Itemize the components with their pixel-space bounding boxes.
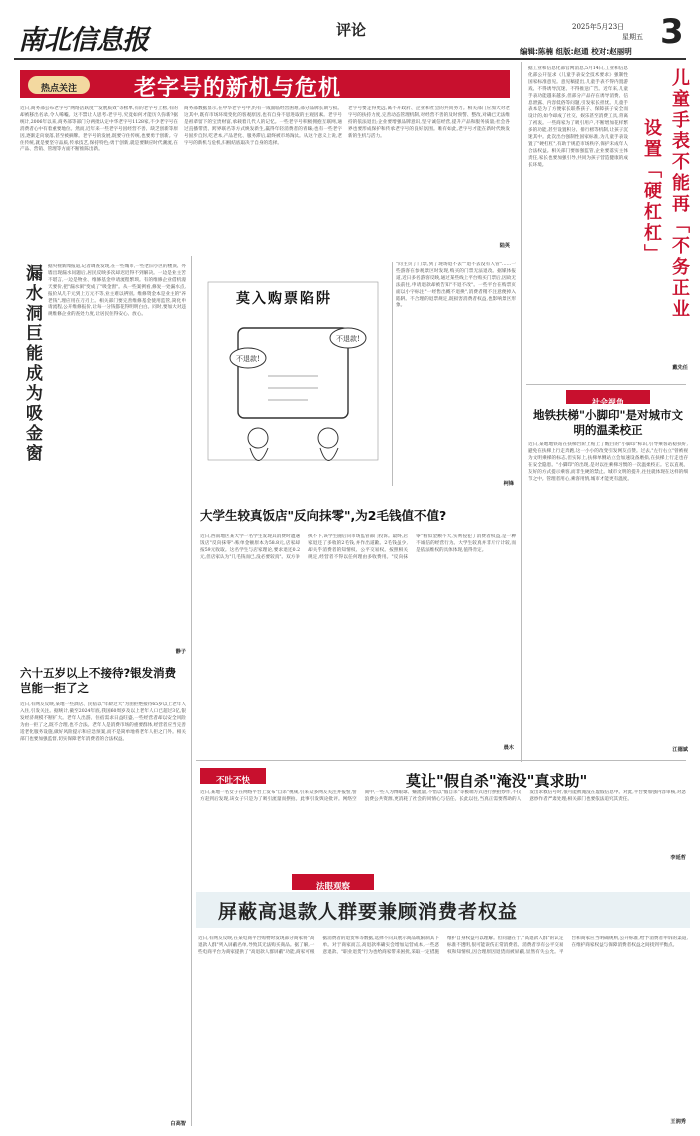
seniors-body: 近日,有网友反映,某地一些酒店、民宿以"年龄过大"为由拒绝接待65岁以上老年人入住,引发关注。据统计,截至2024年底,我国60周岁及以上老年人口已超过3亿,银发经济规模不断扩大。老年人出游、住宿需求日益旺盛,一些经营者却以安全风险为由一拒了之,既不合理,也不合法。老年人是消费市场的重要群体,经营者应当完善适老化服务设施,做好风险提示和应急预案,而不是简单地将老年人拒之门外。相关部门也要加强监督,切实保障老年消费者的合法权益。 [20,702,186,742]
bubble-right-text: 不退款! [336,335,360,343]
page-number: 3 [660,12,684,52]
fake-suicide-article [196,764,690,864]
trap-image-title: 莫入购票陷阱 [236,291,332,307]
masthead [0,0,700,62]
hotel-title: 大学生较真饭店"反向抹零",为2毛钱值不值? [200,508,447,523]
lead-title: 老字号的新机与危机 [134,76,342,101]
issue-weekday: 星期五 [622,33,643,41]
lead-byline: 陆英 [499,243,510,249]
social-view-article [526,388,690,758]
trap-body: "问主页了门票,到了现场退不去""退不去没有人管"……一些游客在参观景区时发现,购买的门票无法退改。据媒体报道,近日多名游客反映,通过某些线上平台购买门票后,因故无法前往,申请退款却被告知"不退不改"。一些平台在购票页面以小字标注"一经售出概不退换",消费者稍不注意便掉入陷阱。不合理的退票规定,既损害消费者权益,也影响景区形象。 [396,262,516,309]
fake-suicide-byline: 李延哲 [670,855,686,861]
bubble-left-text: 不退款! [236,355,260,363]
column-divider [191,256,192,1126]
seniors-byline: 白高智 [170,1121,186,1127]
law-byline: 王润秀 [670,1119,686,1125]
hot-topic-label: 热点关注 [40,84,77,94]
leak-title: 漏水洞巨能成为吸金窗 [22,264,42,464]
child-watch-title-a: 儿童手表不能再「不务正业 [669,68,690,320]
social-view-byline: 江德斌 [672,747,688,753]
paper-name-logo: 南北信息报 [18,25,148,56]
lead-article [14,62,514,252]
issue-date: 2025年5月23日 [572,23,625,31]
law-tag-label: 法眼观察 [315,882,350,892]
hotel-article [196,494,518,758]
editor-credits: 编辑:陈楠 组版:赵通 校对:赵丽明 [520,47,632,56]
law-title: 屏蔽高退款人群要兼顾消费者权益 [218,901,519,923]
social-view-tag [566,390,650,407]
column-divider [521,62,522,762]
social-view-body: 近日,某地地铁站在扶梯台阶上贴上了醒目的"小脚印"标识,引导乘客站稳扶好,避免在扶梯上行走奔跑,这一小小的改变引发网友点赞。过去,"左行右立"曾被视为文明乘梯的标志,但实际上,扶梯单侧站立会加速设备磨损,在扶梯上行走也存在安全隐患。"小脚印"的出现,是对以往乘梯习惯的一次温柔校正。它以直观、友好的方式提示乘客,而非生硬的禁止。城市文明的提升,往往就体现在这样的细节之中。管理者用心,乘客用情,城市才能更有温度。 [528,442,688,482]
lead-body-col1: 近日,商务部公布老字号"网络活跃度""发展质效"等榜单,有的老字号上榜,有的却被移出名录,令人唏嘘。这不禁让人思考:老字号,究竟如何才能历久弥新?据统计,2006年以来,商务部等部门分两批认定中华老字号1128家,不少老字号在消费者心中有着重要地位。然而,近年来一些老字号因经营不善、缺乏创新等原因,逐渐走向衰落,甚至被摘牌。老字号的发展,既要守住传统,也要勇于创新。守住传统,就是要坚守品质,传承技艺,保持特色;勇于创新,就是要顺应时代潮流,在产品、营销、管理等方面不断推陈出新。 [20,106,178,153]
social-view-label: 社会视角 [592,398,624,407]
section-divider [526,384,686,385]
child-watch-body: 据工业和信息化部官网消息,5月14日,工业和信息化部公开征求《儿童手表安全技术要求》强制性国家标准意见。意见稿提出,儿童手表不得内置游戏、不得诱导沉迷、不得推送广告。近年来,儿童手表功能越来越多,但部分产品存在诱导消费、信息泄露、内容低俗等问题,引发家长担忧。儿童手表本是为了方便家长联系孩子、保障孩子安全而设计的,如今却成了社交、娱乐甚至消费工具,背离了初衷。一些商家为了吸引用户,不断增加花样繁多的功能,甚至设置积分、排行榜等机制,让孩子沉迷其中。此次出台强制性国家标准,为儿童手表设置了"硬杠杠",有助于规范市场秩序,保护未成年人合法权益。相关部门要加强监管,企业要落实主体责任,家长也要加强引导,共同为孩子营造健康的成长环境。 [528,66,628,168]
child-watch-title-b: 设置「硬杠杠」 [641,118,662,265]
fake-suicide-tag [200,768,266,784]
masthead-rule [14,58,686,60]
child-watch-article [526,62,690,382]
hot-topic-tag [28,76,90,94]
trap-illustration [198,258,388,488]
fake-suicide-title: 莫让"假自杀"淹没"真求助" [406,772,588,790]
trap-article [396,262,516,492]
section-name: 评论 [336,21,367,39]
leak-article [14,258,189,658]
seniors-title: 六十五岁以上不接待?银发消费岂能一拒了之 [20,666,177,695]
leak-byline: 静子 [175,649,186,655]
lead-body-col2: 商务部数据显示,在中华老字号中,约有一成面临经营困难,部分品牌长期亏损。这其中,既有市场环境变化的客观原因,也有自身不思进取的主观因素。老字号是祖辈留下的宝贵财富,承载着几代人的记忆。一些老字号积极拥抱互联网,通过直播带货、跨界联名等方式焕发新生,赢得年轻消费者的青睐;也有一些老字号固步自封,吃老本,产品老化、服务滞后,最终被市场淘汰。从这个意义上说,老字号的新机与危机,归根结底取决于自身的选择。 [184,106,342,146]
fake-suicide-tag-label: 不吐不快 [215,776,250,786]
fake-suicide-body: 近日,某地一名女子在网络平台上发布"自杀"视频,引来众多网友关注并报警,警方赶到后发现,该女子只是为了吸引流量而摆拍。此事引发舆论批评。网络空间中,一些人为博眼球、赚流量,不惜以"假自杀"等极端方式进行摆拍炒作,不仅浪费公共资源,更消耗了社会的同情心与信任。长此以往,当真正需要帮助的人发出求救信号时,很可能被淹没在虚假信息中。对此,平台要加强内容审核,对恶意炒作者严肃处理;相关部门也要依法追究其责任。 [200,790,686,802]
law-article [196,872,690,1130]
child-watch-byline: 戴先任 [672,365,688,371]
section-divider [196,760,686,761]
law-tag [292,874,374,890]
lead-body-col3: 老字号要走得更远,离不开政府、企业和社会的共同努力。相关部门应加大对老字号的扶持力度,完善动态管理机制,对经营不善的及时预警、整改,对确已无法维持的依法退出;企业要增强品牌意识,坚守诚信经营,提升产品和服务质量;社会各界也要形成保护和传承老字号的良好氛围。唯有如此,老字号才能在新时代焕发新的生机与活力。 [348,106,510,139]
seniors-article [14,660,189,1130]
leak-body: 据央视新闻报道,记者调查发现,在一些城市,一些老旧小区的楼顶、外墙出现漏水问题后,居民反映多次却迟迟得不到解决。一边是业主苦不堪言,一边是物业、维修基金申请流程繁琐。有的维修企业借机漫天要价,把"漏水洞"变成了"吸金窗"。从一些案例看,修复一处漏水点,报价从几千元到上万元不等,业主难以辨别。维修资金本是业主的"养老钱",理应用在刀刃上。相关部门要完善维修基金使用监管,简化申请流程,公开维修报价,让每一分钱都花得明明白白。同时,要加大对违规维修企业的查处力度,让居民住得安心、放心。 [48,264,186,318]
column-divider [392,262,393,486]
social-view-title: 地铁扶梯"小脚印"是对城市文明的温柔校正 [533,408,683,437]
law-body: 近日,有网友反映,在某电商平台购物时发现部分商家将"高退款人群"列入屏蔽名单,导致其无法购买商品。据了解,一些电商平台为商家提供了"高退款人群屏蔽"功能,商家可根据消费者的退货率等数据,选择不向其展示商品或限制其下单。对于商家而言,高退款率确实会增加运营成本,一些恶意退款、"职业退货"行为也给商家带来困扰,采取一定措施维护自身权益可以理解。但问题在于,"高退款人群"的认定标准不透明,很可能误伤正常消费者。消费者享有公平交易权和知情权,因合理原因退货而被屏蔽,显然有失公允。平台和商家应当明确规则,公开标准,给予消费者申诉的渠道,在维护商家权益与保障消费者权益之间找到平衡点。 [198,936,688,955]
trap-byline: 柯锋 [503,481,514,487]
hotel-byline: 晨木 [503,745,514,751]
hotel-body: 近日,西南地区某大学一名学生发现其消费时遭遇饭店"反向抹零":账单金额原本为58.8元,店家却按59元收取。这名学生与店家理论,要求退还0.2元,但店家认为"几毛钱而已,没必要较真"。双方争执不下,该学生随后向市场监管部门投诉。最终,店家退还了多收的2毛钱,并作出道歉。2毛钱虽少,却关乎消费者的知情权、公平交易权。按照相关规定,经营者不得以任何理由多收费用。"反向抹零"看似金额不大,实则侵犯了消费者权益,是一种不诚信的经营行为。大学生较真并非斤斤计较,而是依法维权的具体体现,值得肯定。 [200,534,516,560]
